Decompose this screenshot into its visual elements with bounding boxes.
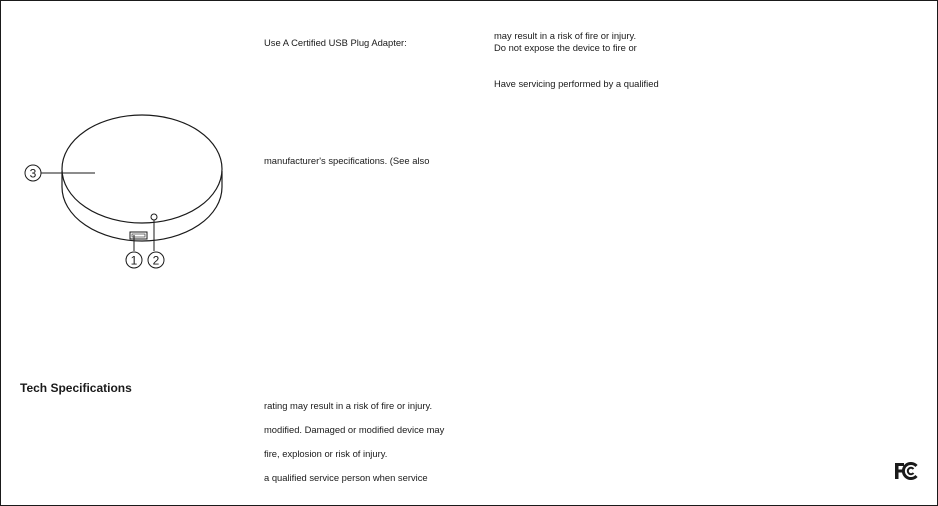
service-person-line: a qualified service person when service	[264, 472, 428, 483]
callout-2	[148, 252, 164, 268]
fcc-logo-icon	[894, 462, 918, 480]
svg-text:3: 3	[29, 166, 37, 181]
do-not-expose-line: Do not expose the device to fire or	[494, 42, 637, 53]
usb-port-icon	[130, 232, 147, 239]
fire-injury-risk-line: may result in a risk of fire or injury.	[494, 30, 637, 41]
callout-3	[25, 165, 41, 181]
svg-text:2: 2	[152, 253, 160, 268]
fire-explosion-line: fire, explosion or risk of injury.	[264, 448, 388, 459]
tech-specifications-heading: Tech Specifications	[20, 381, 132, 395]
modified-device-line: modified. Damaged or modified device may	[264, 424, 445, 435]
device-top-face	[62, 115, 222, 223]
usb-adapter-line: Use A Certified USB Plug Adapter:	[264, 37, 407, 48]
rating-risk-line: rating may result in a risk of fire or injury.	[264, 400, 433, 411]
manufacturer-specs-line: manufacturer's specifications. (See also	[264, 155, 430, 166]
servicing-line: Have servicing performed by a qualified	[494, 78, 659, 89]
device-diagram	[19, 113, 229, 273]
indicator-light-icon	[151, 214, 157, 220]
callout-1	[126, 252, 142, 268]
svg-text:1: 1	[130, 253, 138, 268]
